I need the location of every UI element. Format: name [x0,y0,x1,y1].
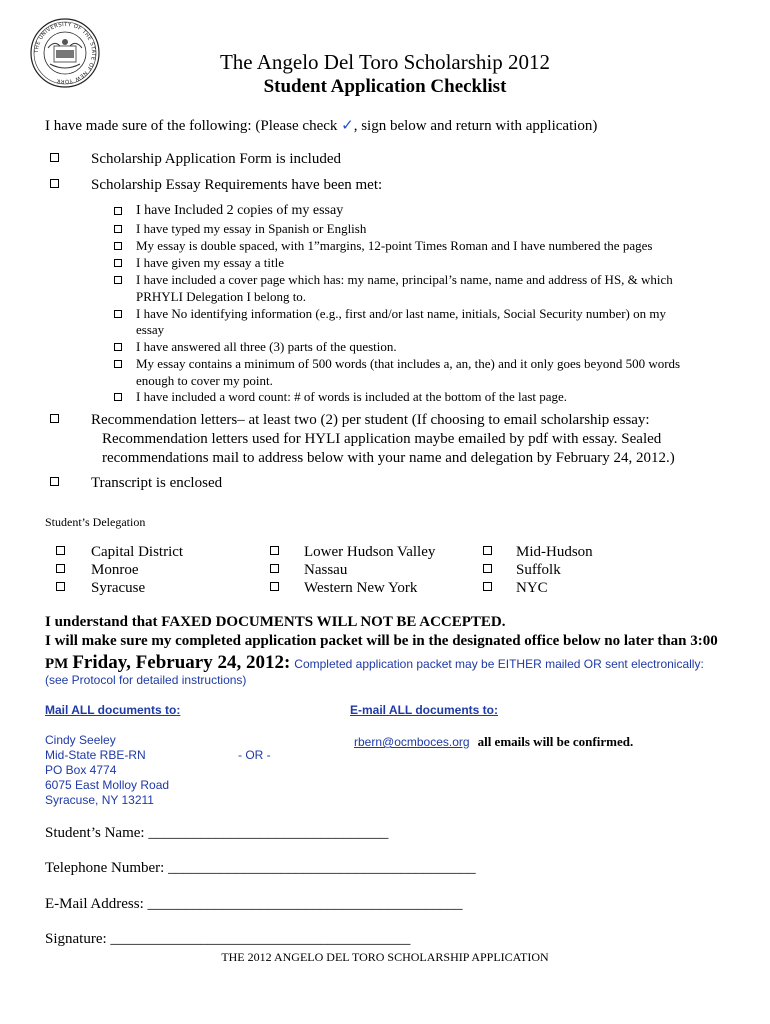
checkbox-essay-title[interactable] [114,259,122,267]
item-recommendation-line3: recommendations mail to address below with your name and delegation by February 24, 2012.) [102,450,675,466]
deadline-pm: PM [45,656,69,672]
checkbox-suffolk[interactable] [483,564,492,573]
signature-field[interactable]: Signature: ________________________________________ [45,931,411,947]
delegation-label: Student’s Delegation [45,515,146,529]
or-separator: - OR - [238,748,271,762]
item-recommendation-line1: Recommendation letters– at least two (2) per student (If choosing to email scholarship essay: [91,412,650,428]
delegation-option: Syracuse [91,580,146,596]
mail-heading: Mail ALL documents to: [45,703,181,717]
intro-text: I have made sure of the following: (Please check [45,118,338,134]
checkbox-essay-format[interactable] [114,242,122,250]
item-essay: Scholarship Essay Requirements have been met: [91,177,383,193]
item-transcript: Transcript is enclosed [91,475,223,491]
delegation-option: NYC [516,580,548,596]
email-heading: E-mail ALL documents to: [350,703,499,717]
checkbox-nassau[interactable] [270,564,279,573]
checkbox-essay[interactable] [50,179,59,188]
delegation-option: Mid-Hudson [516,544,593,560]
checkbox-capital-district[interactable] [56,546,65,555]
delegation-option: Monroe [91,562,139,578]
mail-address-line: PO Box 4774 [45,763,117,777]
delegation-option: Suffolk [516,562,561,578]
mail-address-line: Syracuse, NY 13211 [45,793,154,807]
email-link[interactable]: rbern@ocmboces.org [354,735,470,749]
page-subtitle: Student Application Checklist [263,76,507,97]
checkbox-syracuse[interactable] [56,582,65,591]
checkbox-essay-typed[interactable] [114,225,122,233]
checkbox-essay-cover[interactable] [114,276,122,284]
checkbox-essay-wordcount[interactable] [114,393,122,401]
item-form: Scholarship Application Form is included [91,151,341,167]
protocol-note: (see Protocol for detailed instructions) [45,673,247,687]
deadline-date: Friday, February 24, 2012: [72,652,291,673]
email-line [354,733,633,751]
mail-address-line: Mid-State RBE-RN [45,748,146,762]
mail-address-line: Cindy Seeley [45,733,116,747]
checkbox-monroe[interactable] [56,564,65,573]
checkbox-lower-hudson-valley[interactable] [270,546,279,555]
checkbox-essay-length[interactable] [114,360,122,368]
checkbox-mid-hudson[interactable] [483,546,492,555]
page-title: The Angelo Del Toro Scholarship 2012 [219,50,550,74]
delegation-option: Nassau [304,562,348,578]
email-confirm-note: all emails will be confirmed. [477,734,634,749]
checkbox-transcript[interactable] [50,477,59,486]
item-recommendation-line2: Recommendation letters used for HYLI application maybe emailed by pdf with essay. Sealed [102,431,662,447]
footer: THE 2012 ANGELO DEL TORO SCHOLARSHIP APPLICATION [221,950,549,964]
fax-notice: I understand that FAXED DOCUMENTS WILL NOT BE ACCEPTED. [45,614,506,630]
mail-address-line: 6075 East Molloy Road [45,778,170,792]
checkbox-nyc[interactable] [483,582,492,591]
telephone-field[interactable]: Telephone Number: _________________________________________ [45,860,476,876]
student-name-field[interactable]: Student’s Name: ________________________________ [45,825,389,841]
checkbox-recommendation[interactable] [50,414,59,423]
intro-line [45,116,597,135]
check-mark-icon: ✓ [341,118,354,134]
checkbox-western-new-york[interactable] [270,582,279,591]
mail-address [45,733,169,808]
email-address-field[interactable]: E-Mail Address: __________________________________________ [45,896,463,912]
intro-text-end: , sign below and return with application) [353,118,598,134]
delegation-option: Western New York [304,580,418,596]
deadline-notice: I will make sure my completed application packet will be in the designated office below no later than 3:00 [45,633,718,649]
svg-text:THE UNIVERSITY OF THE STATE OF: THE UNIVERSITY OF THE STATE OF NEW YORK [33,21,97,85]
checkbox-essay-parts[interactable] [114,343,122,351]
submission-note: Completed application packet may be EITHER mailed OR sent electronically: [294,657,704,671]
checkbox-essay-copies[interactable] [114,207,122,215]
checkbox-form[interactable] [50,153,59,162]
deadline-line [45,652,704,674]
delegation-option: Lower Hudson Valley [304,544,436,560]
delegation-option: Capital District [91,544,184,560]
checkbox-essay-anonymous[interactable] [114,310,122,318]
